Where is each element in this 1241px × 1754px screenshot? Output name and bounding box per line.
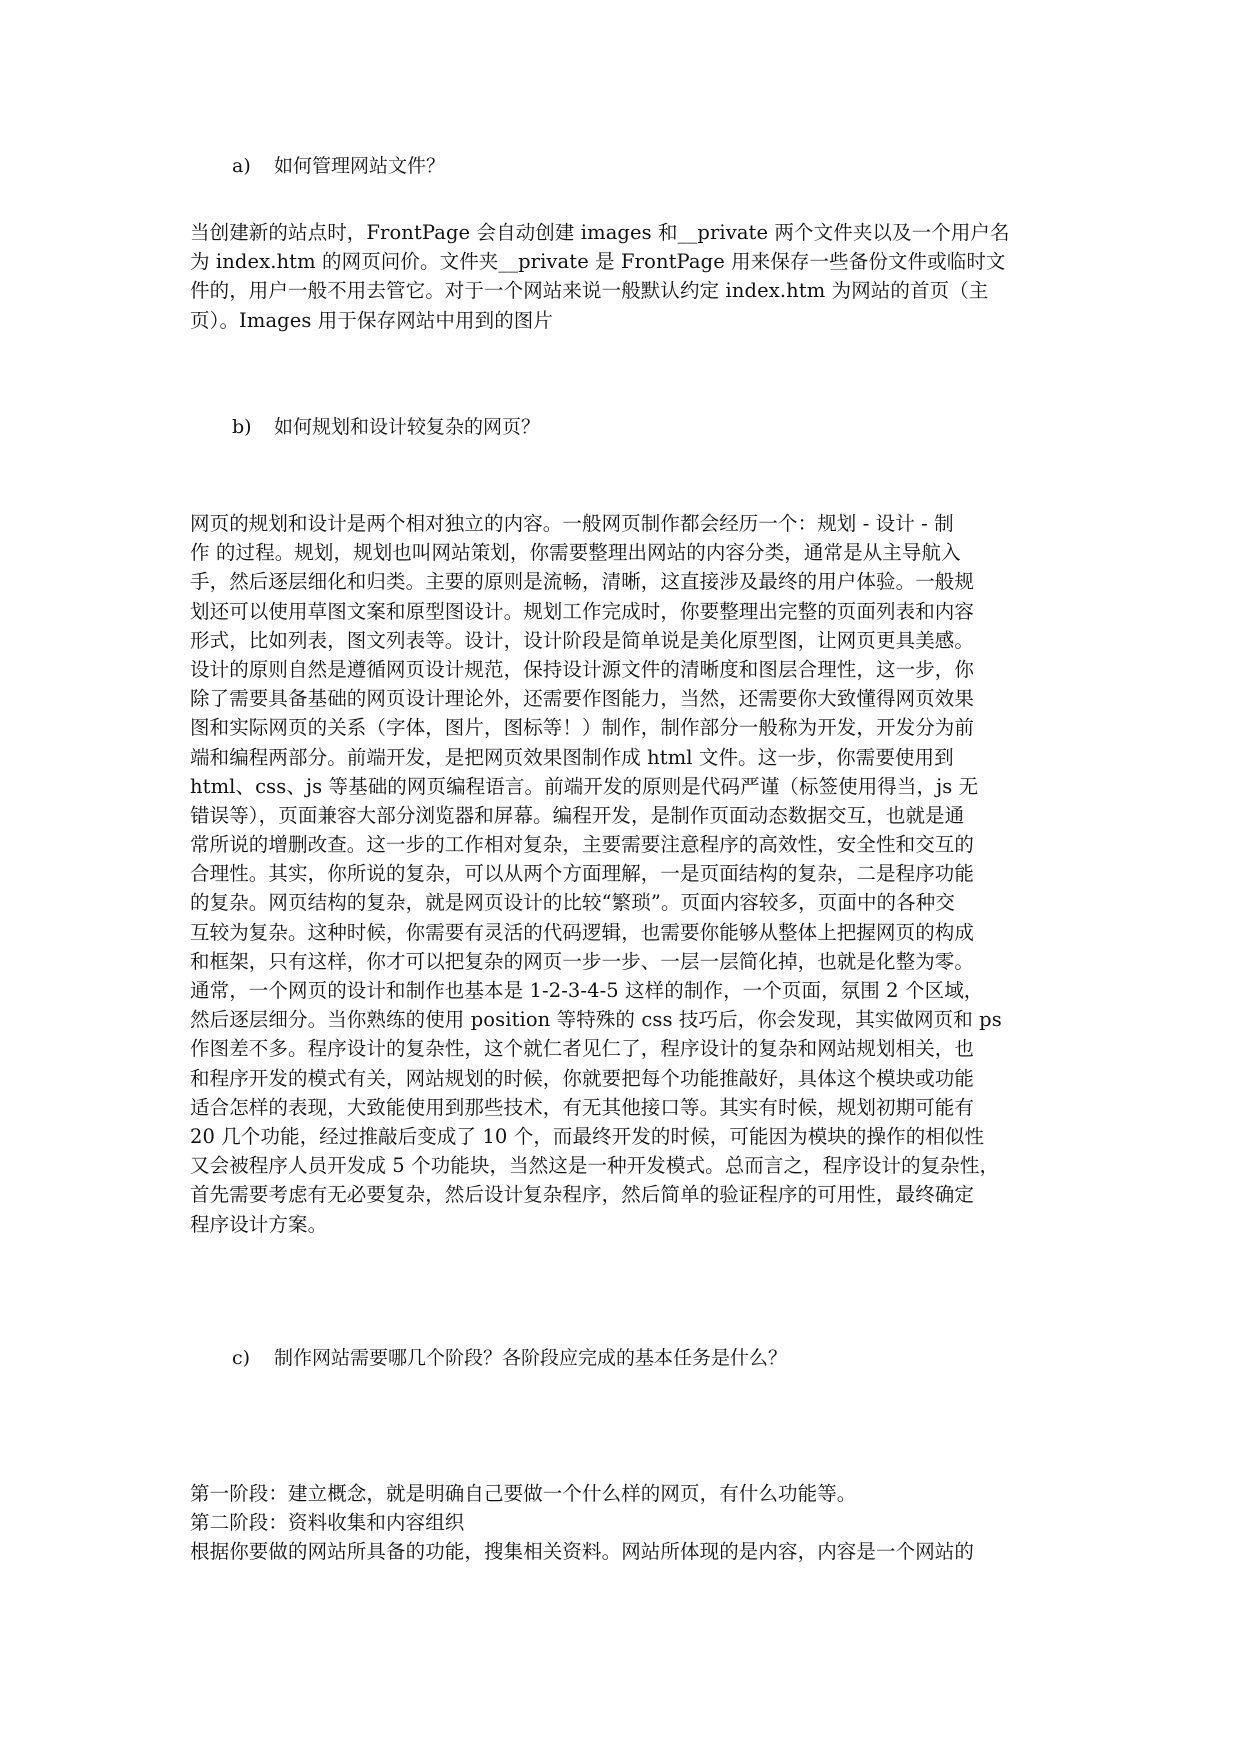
text-line: 的复杂。网页结构的复杂，就是网页设计的比较“繁琐”。页面内容较多，页面中的各种交	[190, 891, 955, 915]
text-line: 通常，一个网页的设计和制作也基本是 1-2-3-4-5 这样的制作，一个页面，氛围 2 个区域，	[190, 979, 984, 1002]
text-line: 作 的过程。规划，规划也叫网站策划，你需要整理出网站的内容分类，通常是从主导航入	[190, 541, 961, 565]
text-line: 互较为复杂。这种时候，你需要有灵活的代码逻辑，也需要你能够从整体上把握网页的构成	[190, 920, 975, 944]
text-line: 除了需要具备基础的网页设计理论外，还需要作图能力，当然，还需要你大致懂得网页效果	[190, 687, 975, 711]
text-line: 形式，比如列表，图文列表等。设计，设计阶段是简单说是美化原型图，让网页更具美感。	[190, 628, 975, 652]
text-line: 第一阶段：建立概念，就是明确自己要做一个什么样的网页，有什么功能等。	[190, 1482, 857, 1505]
answer-b-paragraph	[190, 509, 1060, 1239]
text-line: html、css、js 等基础的网页编程语言。前端开发的原则是代码严谨（标签使用得当，js 无	[190, 774, 979, 798]
question-text: 如何规划和设计较复杂的网页？	[274, 416, 541, 438]
text-line: 合理性。其实，你所说的复杂，可以从两个方面理解，一是页面结构的复杂，二是程序功能	[190, 862, 975, 886]
text-line: 设计的原则自然是遵循网页设计规范，保持设计源文件的清晰度和图层合理性，这一步，你	[190, 657, 975, 681]
text-line: 网页的规划和设计是两个相对独立的内容。一般网页制作都会经历一个：规划 - 设计 - 制	[190, 512, 954, 535]
text-line: 页）。Images 用于保存网站中用到的图片	[190, 308, 553, 332]
text-line: 手，然后逐层细化和归类。主要的原则是流畅，清晰，这直接涉及最终的用户体验。一般规	[190, 570, 975, 594]
answer-c-paragraph	[190, 1479, 1060, 1567]
answer-a-paragraph	[190, 218, 1060, 335]
question-c	[232, 1344, 787, 1372]
text-line: 为 index.htm 的网页问价。文件夹__private 是 FrontPage 用来保存一些备份文件或临时文	[190, 250, 1006, 274]
question-label: b)	[232, 416, 252, 438]
text-line: 又会被程序人员开发成 5 个功能块，当然这是一种开发模式。总而言之，程序设计的复杂性，	[190, 1154, 1000, 1178]
question-label: c)	[232, 1347, 251, 1369]
text-line: 常所说的增删改查。这一步的工作相对复杂，主要需要注意程序的高效性，安全性和交互的	[190, 833, 975, 857]
text-line: 和程序开发的模式有关，网站规划的时候，你就要把每个功能推敲好，具体这个模块或功能	[190, 1066, 975, 1090]
question-text: 如何管理网站文件？	[274, 155, 446, 177]
text-line: 首先需要考虑有无必要复杂，然后设计复杂程序，然后简单的验证程序的可用性，最终确定	[190, 1183, 975, 1207]
text-line: 错误等），页面兼容大部分浏览器和屏幕。编程开发，是制作页面动态数据交互，也就是通	[190, 803, 965, 827]
text-line: 当创建新的站点时，FrontPage 会自动创建 images 和__private 两个文件夹以及一个用户名	[190, 221, 1010, 244]
text-line: 然后逐层细分。当你熟练的使用 position 等特殊的 css 技巧后，你会发现，其实做网页和 ps	[190, 1008, 1002, 1032]
text-line: 和框架，只有这样，你才可以把复杂的网页一步一步、一层一层简化掉，也就是化整为零。	[190, 949, 975, 973]
text-line: 根据你要做的网站所具备的功能，搜集相关资料。网站所体现的是内容，内容是一个网站的	[190, 1540, 975, 1564]
question-label: a)	[232, 155, 251, 177]
text-line: 程序设计方案。	[190, 1212, 328, 1236]
text-line: 图和实际网页的关系（字体，图片，图标等！）制作，制作部分一般称为开发，开发分为前	[190, 716, 975, 740]
text-line: 划还可以使用草图文案和原型图设计。规划工作完成时，你要整理出完整的页面列表和内容	[190, 599, 975, 623]
text-line: 作图差不多。程序设计的复杂性，这个就仁者见仁了，程序设计的复杂和网站规划相关，也	[190, 1037, 975, 1061]
text-line: 件的，用户一般不用去管它。对于一个网站来说一般默认约定 index.htm 为网站的首页（主	[190, 279, 989, 303]
text-line: 端和编程两部分。前端开发，是把网页效果图制作成 html 文件。这一步，你需要使用到	[190, 745, 954, 769]
text-line: 适合怎样的表现，大致能使用到那些技术，有无其他接口等。其实有时候，规划初期可能有	[190, 1095, 975, 1119]
text-line: 20 几个功能，经过推敲后变成了 10 个，而最终开发的时候，可能因为模块的操作的相似性	[190, 1124, 985, 1148]
question-b	[232, 413, 540, 441]
question-a	[232, 152, 445, 180]
text-line: 第二阶段：资料收集和内容组织	[190, 1511, 465, 1535]
question-text: 制作网站需要哪几个阶段？各阶段应完成的基本任务是什么？	[274, 1347, 788, 1369]
